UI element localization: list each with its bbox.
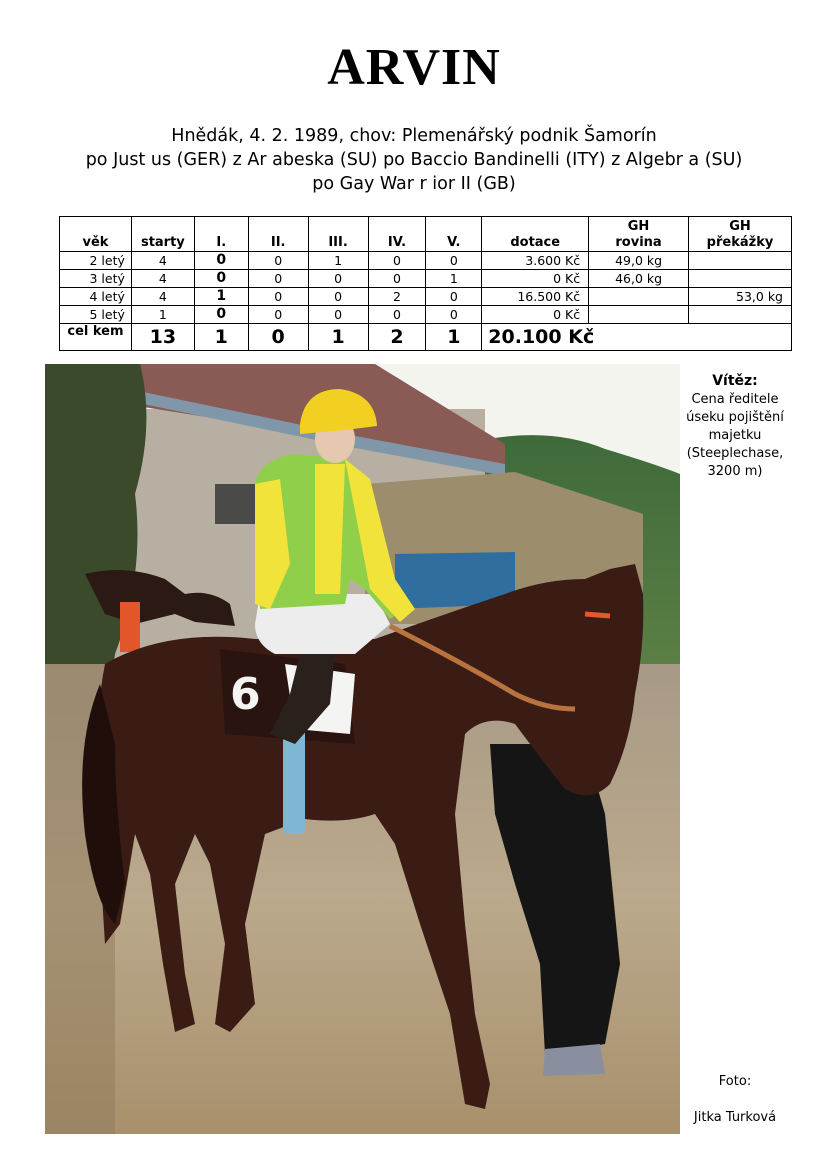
photo-credit-name: Jitka Turková [693, 1110, 777, 1125]
cell-age: 3 letý [60, 270, 132, 288]
cell-gh-flat [589, 288, 689, 306]
cell-age: 4 letý [60, 288, 132, 306]
table-total-row [60, 324, 792, 351]
cell-first: 1 [194, 288, 248, 306]
table-row [60, 270, 792, 288]
cell-second: 0 [248, 252, 308, 270]
cell-total-fourth: 2 [368, 324, 426, 351]
cell-total-fifth: 1 [426, 324, 482, 351]
cell-prize: 16.500 Kč [482, 288, 589, 306]
winner-line: 3200 m) [707, 464, 763, 479]
cell-third: 0 [308, 306, 368, 324]
table-row [60, 252, 792, 270]
horse-pedigree: po Just us (GER) z Ar abeska (SU) po Baccio Bandinelli (ITY) z Algebr a (SU) [85, 150, 743, 170]
cell-total-first: 1 [194, 324, 248, 351]
winner-line: (Steeplechase, [686, 446, 784, 461]
cell-second: 0 [248, 306, 308, 324]
handler-shoes [543, 1044, 605, 1076]
winner-line: úseku pojištění [686, 410, 784, 425]
background-person [120, 602, 140, 652]
browband [585, 614, 610, 616]
gh-label: GH [627, 219, 650, 234]
cell-second: 0 [248, 270, 308, 288]
cell-total-second: 0 [248, 324, 308, 351]
cell-second: 0 [248, 288, 308, 306]
col-header-first: I. [194, 217, 248, 252]
cell-gh-jumps: 53,0 kg [688, 288, 791, 306]
cell-prize: 3.600 Kč [482, 252, 589, 270]
horse-pedigree-cont: po Gay War r ior II (GB) [312, 174, 516, 194]
cell-age: 5 letý [60, 306, 132, 324]
cell-total-label: cel kem [60, 324, 132, 351]
cell-fourth: 0 [368, 270, 426, 288]
col-header-fifth: V. [426, 217, 482, 252]
cell-starts: 4 [131, 288, 194, 306]
number-cloth: 6 [230, 669, 261, 720]
photo-illustration [45, 364, 680, 1134]
cell-fifth: 1 [426, 270, 482, 288]
winner-race [680, 391, 790, 481]
cell-first: 0 [194, 252, 248, 270]
jockey-jersey-stripe [315, 464, 345, 594]
cell-first: 0 [194, 306, 248, 324]
gh-flat-label: rovina [615, 235, 662, 250]
cell-gh-flat: 49,0 kg [589, 252, 689, 270]
cell-fourth: 0 [368, 252, 426, 270]
cell-fifth: 0 [426, 306, 482, 324]
col-header-prize: dotace [482, 217, 589, 252]
cell-total-third: 1 [308, 324, 368, 351]
cell-gh-flat [589, 306, 689, 324]
cell-age: 2 letý [60, 252, 132, 270]
cell-third: 0 [308, 288, 368, 306]
cell-fourth: 2 [368, 288, 426, 306]
cell-fifth: 0 [426, 288, 482, 306]
photo-credit-label: Foto: [718, 1074, 752, 1089]
cell-third: 1 [308, 252, 368, 270]
cell-gh-jumps [688, 252, 791, 270]
col-header-fourth: IV. [368, 217, 426, 252]
cell-gh-flat: 46,0 kg [589, 270, 689, 288]
col-header-gh-flat [589, 217, 689, 252]
horse-birth-breeder: Hnědák, 4. 2. 1989, chov: Plemenářský podnik Šamorín [171, 126, 657, 146]
cell-fourth: 0 [368, 306, 426, 324]
table-header-row [60, 217, 792, 252]
horse-photo [45, 364, 680, 1134]
col-header-gh-jumps [688, 217, 791, 252]
cell-starts: 4 [131, 270, 194, 288]
gh-label: GH [729, 219, 751, 234]
winner-line: Cena ředitele [691, 392, 779, 407]
cell-fifth: 0 [426, 252, 482, 270]
col-header-age: věk [60, 217, 132, 252]
cell-starts: 1 [131, 306, 194, 324]
col-header-second: II. [248, 217, 308, 252]
winner-line: majetku [708, 428, 762, 443]
cell-third: 0 [308, 270, 368, 288]
col-header-starts: starty [131, 217, 194, 252]
horse-name: ARVIN [327, 39, 501, 96]
cell-prize: 0 Kč [482, 306, 589, 324]
cell-total-prize: 20.100 Kč [482, 324, 792, 351]
cell-gh-jumps [688, 270, 791, 288]
cell-total-starts: 13 [131, 324, 194, 351]
cell-starts: 4 [131, 252, 194, 270]
col-header-third: III. [308, 217, 368, 252]
cell-prize: 0 Kč [482, 270, 589, 288]
winner-label: Vítěz: [712, 373, 758, 389]
table-row [60, 306, 792, 324]
race-record-table [59, 216, 792, 351]
cell-gh-jumps [688, 306, 791, 324]
gh-jumps-label: překážky [706, 235, 774, 250]
table-row [60, 288, 792, 306]
cell-first: 0 [194, 270, 248, 288]
